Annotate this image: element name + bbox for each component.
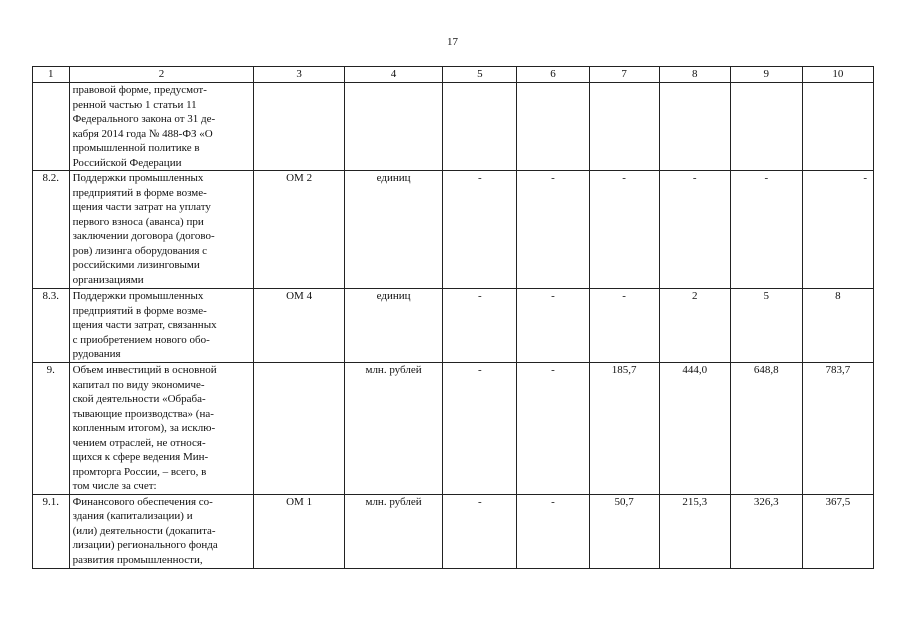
row-code: ОМ 2 — [254, 171, 344, 289]
row-unit: млн. рублей — [344, 494, 443, 568]
row-code — [254, 83, 344, 171]
row-unit — [344, 83, 443, 171]
row-value: 444,0 — [659, 363, 730, 495]
row-value — [443, 83, 517, 171]
row-value: 367,5 — [802, 494, 873, 568]
row-value: - — [659, 171, 730, 289]
column-header: 10 — [802, 67, 873, 83]
row-value — [517, 83, 589, 171]
row-value: - — [517, 363, 589, 495]
table-row — [33, 171, 874, 289]
row-value: 5 — [730, 289, 802, 363]
row-value: - — [517, 494, 589, 568]
row-code — [254, 363, 344, 495]
row-description: правовой форме, предусмот- ренной частью 1 статьи 11 Федерального закона от 31 де- кабря 2014 года № 488-ФЗ «О промышленной политике в Российской Федерации — [69, 83, 254, 171]
row-value — [802, 83, 873, 171]
row-value: 2 — [659, 289, 730, 363]
row-value: - — [517, 171, 589, 289]
row-value: - — [802, 171, 873, 289]
table-row — [33, 363, 874, 495]
row-value: - — [517, 289, 589, 363]
row-value: - — [589, 171, 659, 289]
header-row — [33, 67, 874, 83]
column-header: 7 — [589, 67, 659, 83]
row-value — [659, 83, 730, 171]
row-value: - — [589, 289, 659, 363]
column-header: 5 — [443, 67, 517, 83]
indicators-table — [32, 66, 874, 569]
column-header: 1 — [33, 67, 70, 83]
row-value: 185,7 — [589, 363, 659, 495]
row-number — [33, 83, 70, 171]
row-value: - — [443, 289, 517, 363]
column-header: 9 — [730, 67, 802, 83]
row-description: Финансового обеспечения со- здания (капитализации) и (или) деятельности (докапита- лизации) регионального фонда развития промышленности, — [69, 494, 254, 568]
row-number: 8.3. — [33, 289, 70, 363]
row-value: - — [443, 171, 517, 289]
table-row — [33, 83, 874, 171]
table-row — [33, 289, 874, 363]
column-header: 2 — [69, 67, 254, 83]
row-value: 326,3 — [730, 494, 802, 568]
row-value: - — [443, 494, 517, 568]
row-number: 9. — [33, 363, 70, 495]
row-value: 648,8 — [730, 363, 802, 495]
row-value: - — [730, 171, 802, 289]
page-number: 17 — [447, 36, 458, 48]
column-header: 4 — [344, 67, 443, 83]
row-code: ОМ 4 — [254, 289, 344, 363]
column-header: 6 — [517, 67, 589, 83]
table-row — [33, 494, 874, 568]
row-value — [730, 83, 802, 171]
row-number: 9.1. — [33, 494, 70, 568]
row-unit: млн. рублей — [344, 363, 443, 495]
row-value: 50,7 — [589, 494, 659, 568]
row-unit: единиц — [344, 171, 443, 289]
row-code: ОМ 1 — [254, 494, 344, 568]
row-value: - — [443, 363, 517, 495]
row-value: 783,7 — [802, 363, 873, 495]
row-value: 8 — [802, 289, 873, 363]
column-header: 3 — [254, 67, 344, 83]
row-unit: единиц — [344, 289, 443, 363]
row-value — [589, 83, 659, 171]
row-description: Поддержки промышленных предприятий в форме возме- щения части затрат на уплату первого взноса (аванса) при заключении договора (догово- ров) лизинга оборудования с российскими лизинговыми организациями — [69, 171, 254, 289]
row-number: 8.2. — [33, 171, 70, 289]
row-description: Объем инвестиций в основной капитал по виду экономиче- ской деятельности «Обраба- тывающие производства» (на- копленным итогом), за исклю- чением отраслей, не относя- щихся к сфере ведения Мин- промторга России, – всего, в том числе за счет: — [69, 363, 254, 495]
row-value: 215,3 — [659, 494, 730, 568]
column-header: 8 — [659, 67, 730, 83]
row-description: Поддержки промышленных предприятий в форме возме- щения части затрат, связанных с приобретением нового обо- рудования — [69, 289, 254, 363]
